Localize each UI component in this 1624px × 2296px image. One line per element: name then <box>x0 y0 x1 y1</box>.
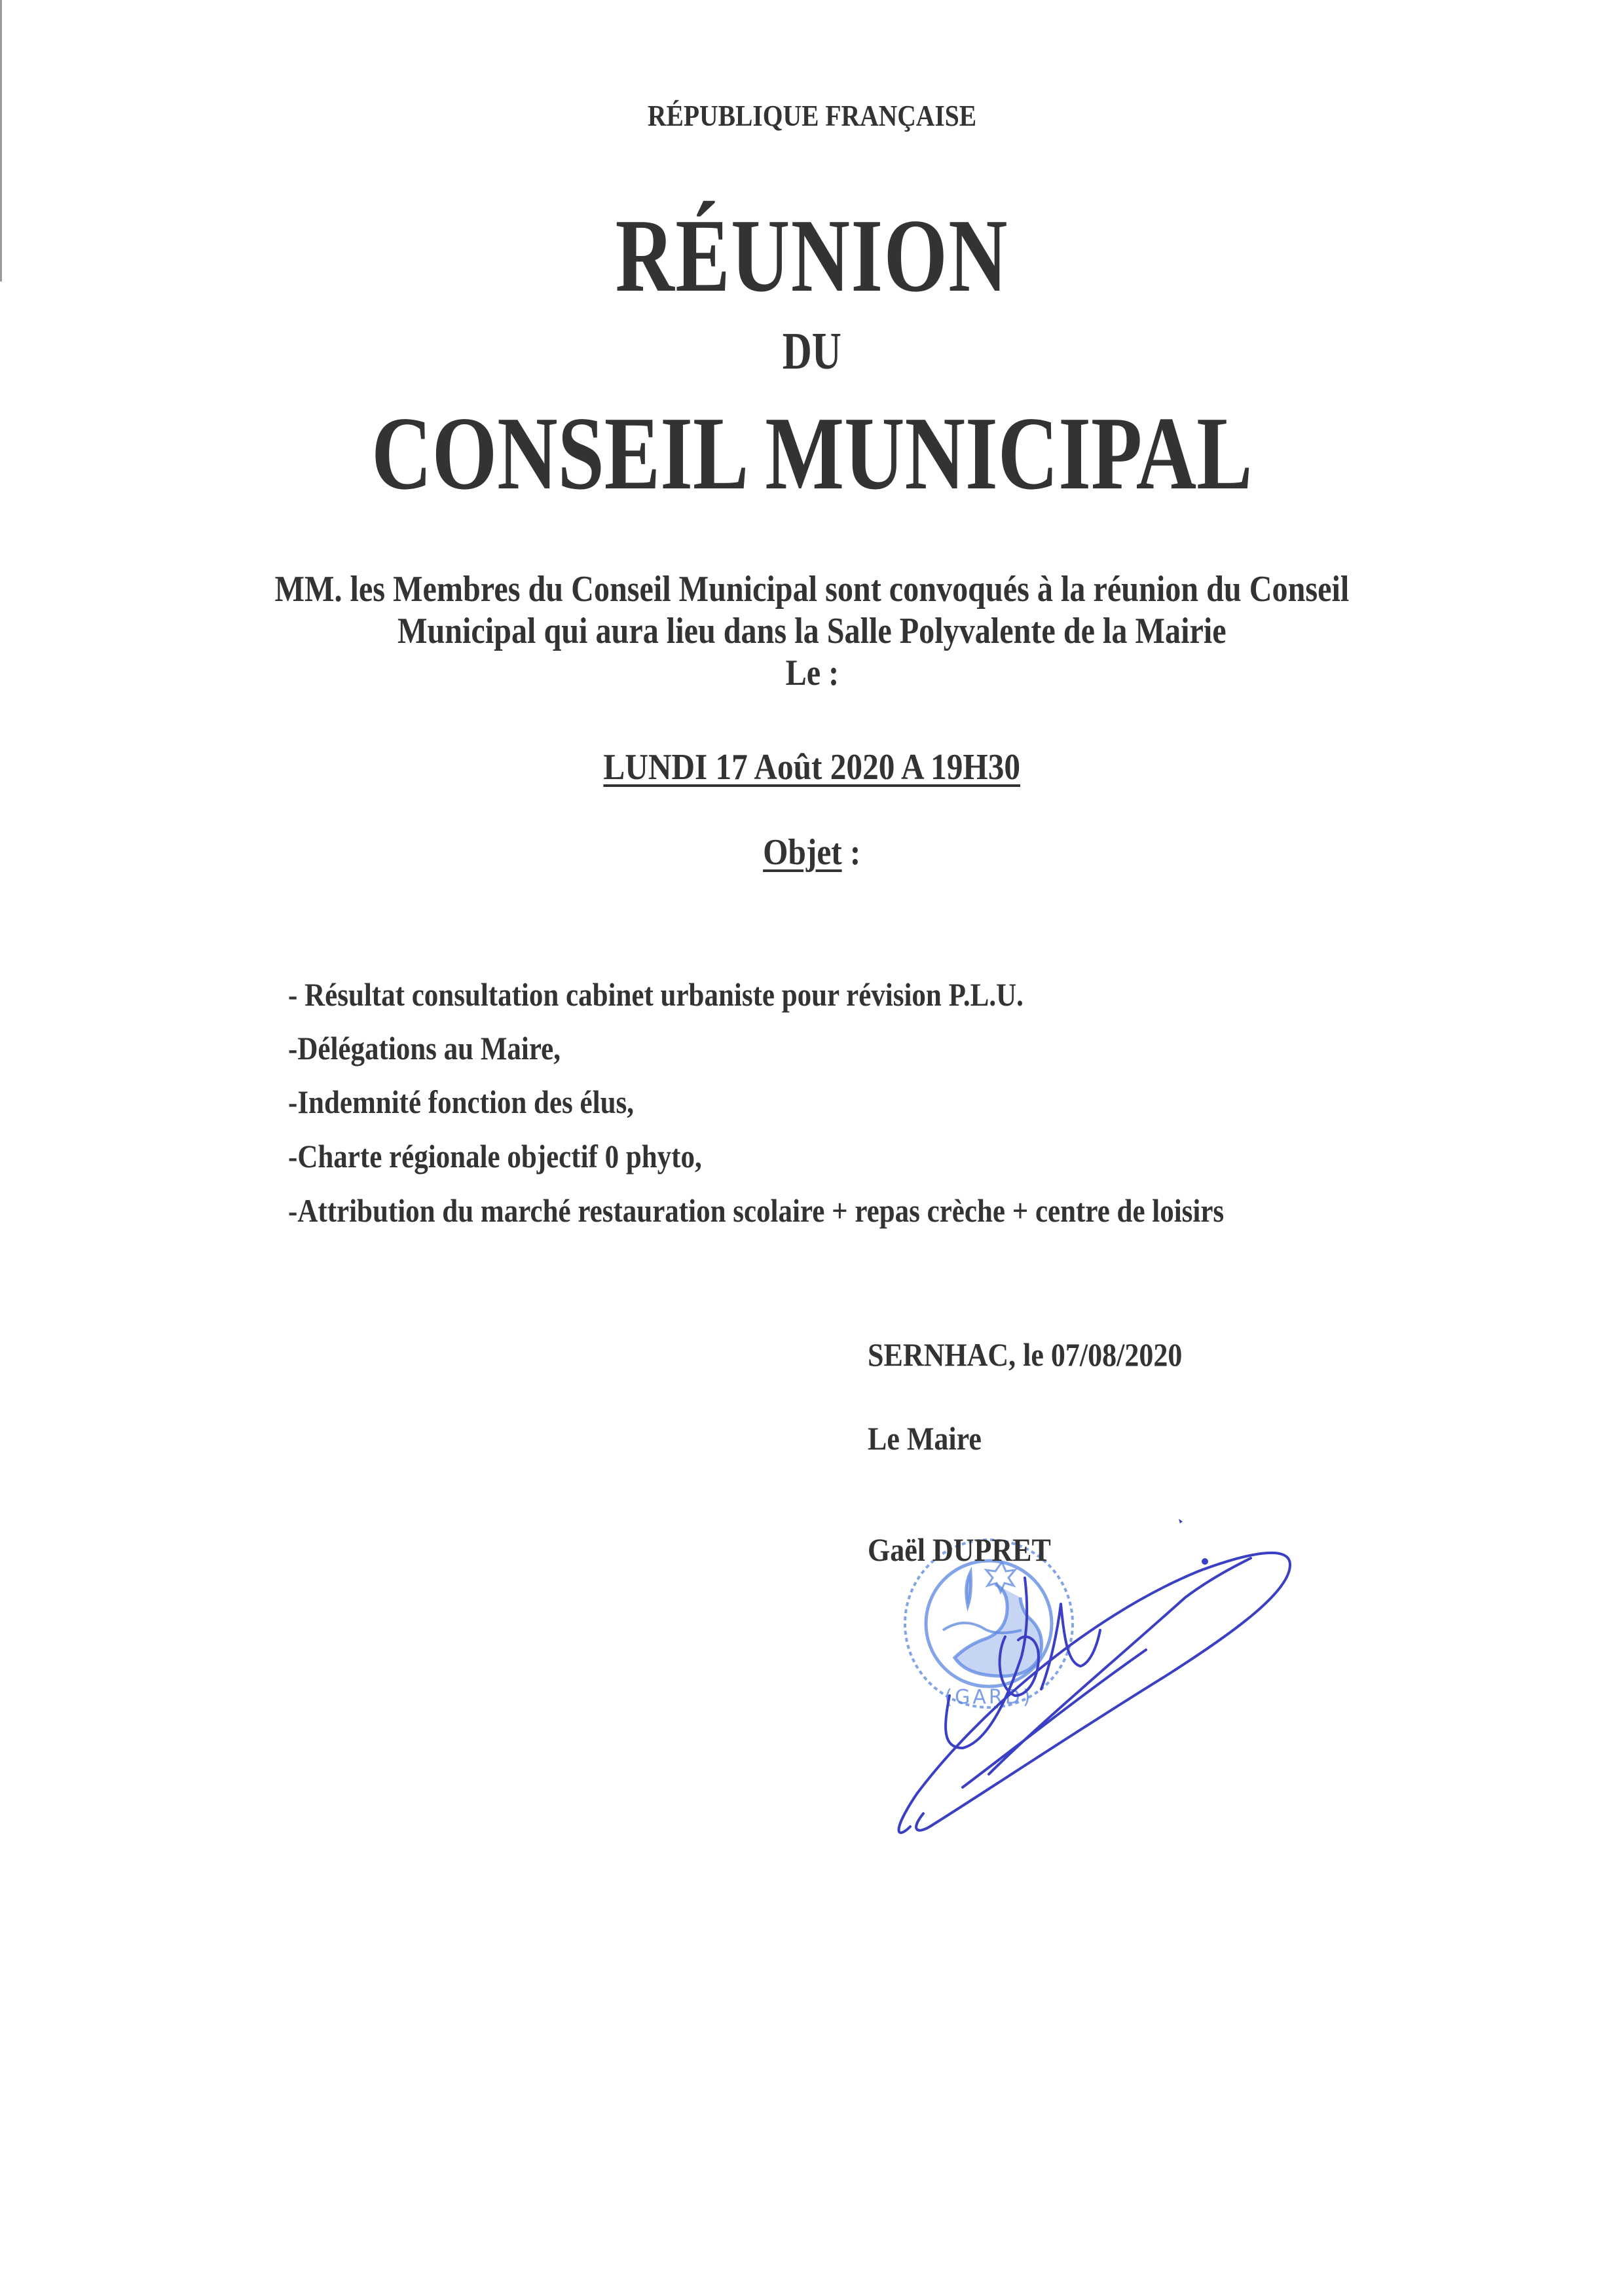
agenda-bullet-dash: - <box>288 1084 298 1120</box>
objet-heading <box>0 831 1624 873</box>
convocation-line-2 <box>0 610 1624 652</box>
agenda-bullet-dash: - <box>288 976 298 1013</box>
convocation-line-3-text: Le : <box>785 653 839 693</box>
meeting-date <box>0 746 1624 788</box>
agenda-item-text: Délégations au Maire, <box>297 1030 561 1066</box>
agenda-item-text: Indemnité fonction des élus, <box>297 1084 634 1120</box>
agenda-item-text: Charte régionale objectif 0 phyto, <box>297 1138 702 1175</box>
convocation-line-1-text: MM. les Membres du Conseil Municipal sont convoqués à la réunion du Conseil <box>274 569 1350 610</box>
objet-label: Objet <box>763 832 842 873</box>
mayor-title: Le Maire <box>868 1420 982 1457</box>
title-reunion <box>0 195 1624 316</box>
title-conseil-text: CONSEIL MUNICIPAL <box>371 395 1253 511</box>
agenda-item <box>288 1083 634 1121</box>
signature-stroke-4 <box>989 1558 1251 1774</box>
republic-header <box>0 98 1624 133</box>
signature-ink-speck <box>1179 1519 1183 1523</box>
place-and-date: SERNHAC, le 07/08/2020 <box>868 1336 1183 1373</box>
title-du <box>0 322 1624 382</box>
signature-main-loop <box>899 1553 1291 1832</box>
agenda-item-text: Attribution du marché restauration scolaire + repas crèche + centre de loisirs <box>297 1192 1225 1229</box>
signature-stroke-3 <box>1041 1604 1100 1689</box>
signature-dot <box>1202 1558 1208 1565</box>
agenda-item <box>288 1192 1224 1230</box>
mayor-signature-icon <box>871 1499 1329 1866</box>
title-du-text: DU <box>782 323 842 380</box>
convocation-line-3 <box>0 652 1624 694</box>
signature-stroke-1 <box>946 1578 1027 1748</box>
agenda-bullet-dash: - <box>288 1192 298 1229</box>
agenda-item <box>288 975 1024 1013</box>
mayor-name: Gaël DUPRET <box>868 1531 1051 1568</box>
title-conseil-municipal <box>0 393 1624 514</box>
title-reunion-text: RÉUNION <box>615 197 1009 314</box>
agenda-item-text: Résultat consultation cabinet urbaniste pour révision P.L.U. <box>297 976 1024 1013</box>
stamp-text: (GARD) <box>944 1686 1033 1709</box>
agenda-item <box>288 1029 561 1067</box>
agenda-bullet-dash: - <box>288 1030 298 1066</box>
objet-heading-inner <box>763 831 860 873</box>
convocation-line-2-text: Municipal qui aura lieu dans la Salle Polyvalente de la Mairie <box>397 611 1227 651</box>
meeting-date-text: LUNDI 17 Août 2020 A 19H30 <box>603 747 1021 788</box>
agenda-bullet-dash: - <box>288 1138 298 1175</box>
republic-header-text: RÉPUBLIQUE FRANÇAISE <box>647 99 977 132</box>
objet-colon: : <box>841 832 861 873</box>
signature-stroke-5 <box>963 1650 1146 1787</box>
convocation-line-1 <box>0 568 1624 610</box>
agenda-item <box>288 1137 702 1175</box>
